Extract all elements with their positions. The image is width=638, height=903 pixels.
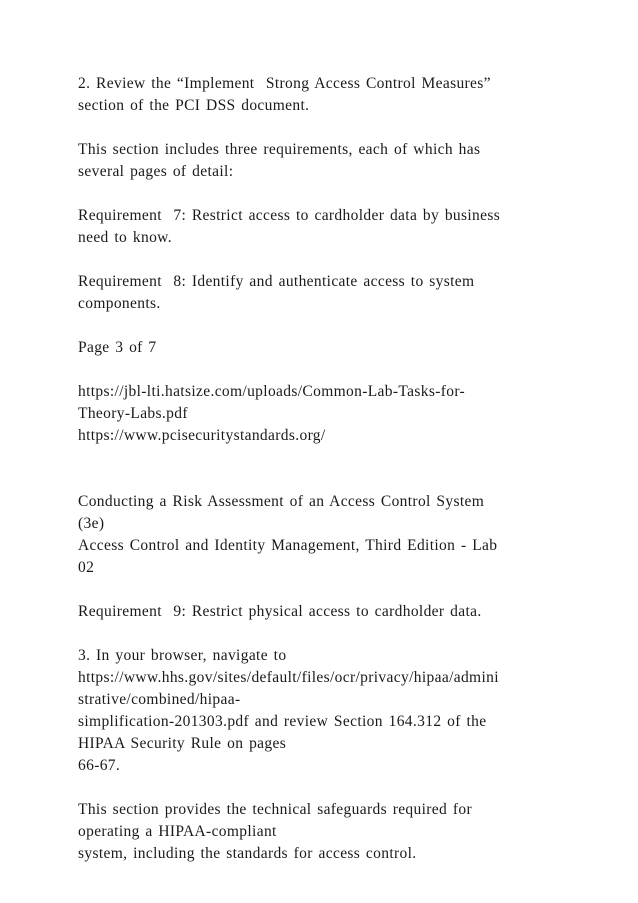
paragraph-step-3 (78, 645, 578, 777)
text-line: several pages of detail: (78, 163, 234, 180)
paragraph-step-2 (78, 73, 578, 117)
paragraph-requirement-9 (78, 601, 578, 623)
text-line: Requirement 9: Restrict physical access to cardholder data. (78, 603, 482, 620)
text-line: operating a HIPAA-compliant (78, 823, 277, 840)
link-text: Theory-Labs.pdf (78, 405, 188, 422)
text-line: Page 3 of 7 (78, 339, 157, 356)
paragraph-requirement-8 (78, 271, 578, 315)
text-line: simplification-201303.pdf and review Section 164.312 of the (78, 713, 487, 730)
text-line: This section includes three requirements, each of which has (78, 141, 481, 158)
text-line: section of the PCI DSS document. (78, 97, 310, 114)
reference-links (78, 381, 578, 447)
text-line: This section provides the technical safeguards required for (78, 801, 472, 818)
link-text: https://www.pcisecuritystandards.org/ (78, 427, 326, 444)
text-line: Requirement 7: Restrict access to cardholder data by business (78, 207, 501, 224)
text-line: https://www.hhs.gov/sites/default/files/ocr/privacy/hipaa/admini (78, 669, 499, 686)
text-line: Requirement 8: Identify and authenticate access to system (78, 273, 475, 290)
text-line: 2. Review the “Implement Strong Access Control Measures” (78, 75, 491, 92)
text-line: HIPAA Security Rule on pages (78, 735, 287, 752)
text-line: Access Control and Identity Management, Third Edition - Lab (78, 537, 498, 554)
paragraph-intro (78, 139, 578, 183)
text-line: Conducting a Risk Assessment of an Access Control System (78, 493, 485, 510)
text-line: 66-67. (78, 757, 121, 774)
text-line: system, including the standards for access control. (78, 845, 417, 862)
lab-title (78, 491, 578, 579)
page-number (78, 337, 578, 359)
paragraph-safeguards (78, 799, 578, 865)
link-text: https://jbl-lti.hatsize.com/uploads/Common-Lab-Tasks-for- (78, 383, 466, 400)
text-line: (3e) (78, 515, 105, 532)
text-line: strative/combined/hipaa- (78, 691, 241, 708)
text-line: 02 (78, 559, 95, 576)
document-body (78, 73, 578, 865)
text-line: need to know. (78, 229, 172, 246)
text-line: components. (78, 295, 161, 312)
paragraph-requirement-7 (78, 205, 578, 249)
text-line: 3. In your browser, navigate to (78, 647, 287, 664)
